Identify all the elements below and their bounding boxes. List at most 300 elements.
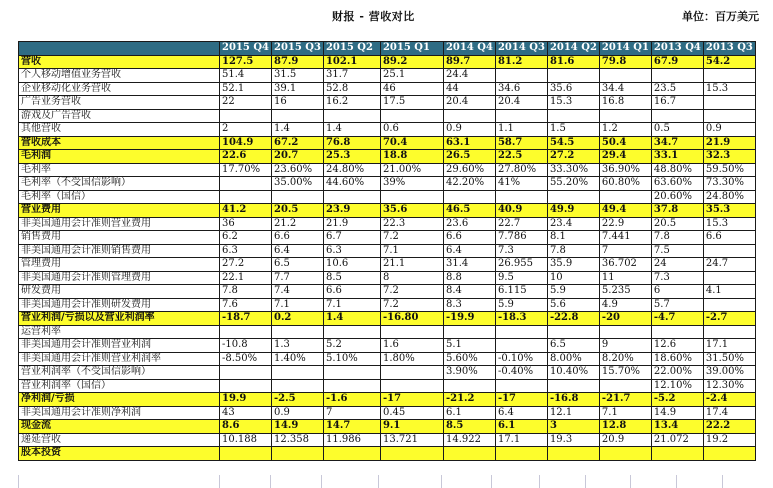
value-cell[interactable]: 9.1	[380, 420, 443, 434]
value-cell[interactable]: 1.80%	[380, 352, 443, 366]
value-cell[interactable]: 7.4	[271, 285, 323, 299]
row-label-cell[interactable]: 净利润/亏损	[19, 393, 220, 407]
value-cell[interactable]: 3.90%	[443, 366, 495, 380]
value-cell[interactable]: 12.358	[271, 433, 323, 447]
value-cell[interactable]: 26.955	[495, 258, 547, 272]
value-cell[interactable]: 35.9	[547, 258, 599, 272]
value-cell[interactable]: -5.2	[651, 393, 703, 407]
value-cell[interactable]: 27.80%	[495, 163, 547, 177]
value-cell[interactable]	[380, 109, 443, 123]
value-cell[interactable]: 10	[547, 271, 599, 285]
value-cell[interactable]	[271, 366, 323, 380]
value-cell[interactable]: 14.922	[443, 433, 495, 447]
value-cell[interactable]: 1.4	[271, 123, 323, 137]
value-cell[interactable]: 1.5	[547, 123, 599, 137]
value-cell[interactable]: 46.5	[443, 204, 495, 218]
value-cell[interactable]: 70.4	[380, 136, 443, 150]
row-label-cell[interactable]: 营收	[19, 55, 220, 69]
value-cell[interactable]: 58.7	[495, 136, 547, 150]
value-cell[interactable]: -2.5	[271, 393, 323, 407]
value-cell[interactable]: 21.072	[651, 433, 703, 447]
value-cell[interactable]: 5.235	[599, 285, 651, 299]
value-cell[interactable]: -17	[495, 393, 547, 407]
row-label-cell[interactable]: 研发费用	[19, 285, 220, 299]
value-cell[interactable]: 41%	[495, 177, 547, 191]
value-cell[interactable]: 37.8	[651, 204, 703, 218]
value-cell[interactable]: 67.2	[271, 136, 323, 150]
value-cell[interactable]	[599, 447, 651, 461]
value-cell[interactable]: 15.3	[547, 96, 599, 110]
value-cell[interactable]: 81.2	[495, 55, 547, 69]
value-cell[interactable]	[495, 447, 547, 461]
value-cell[interactable]: 41.2	[220, 204, 272, 218]
value-cell[interactable]: 20.7	[271, 150, 323, 164]
value-cell[interactable]: 31.5	[271, 69, 323, 83]
value-cell[interactable]: 20.5	[651, 217, 703, 231]
value-cell[interactable]	[220, 325, 272, 339]
value-cell[interactable]: 24	[651, 258, 703, 272]
value-cell[interactable]: 21.2	[271, 217, 323, 231]
value-cell[interactable]: 5.6	[547, 298, 599, 312]
header-cell-label[interactable]	[19, 42, 220, 56]
value-cell[interactable]: 15.3	[703, 217, 755, 231]
value-cell[interactable]: 25.3	[323, 150, 380, 164]
value-cell[interactable]	[323, 447, 380, 461]
row-label-cell[interactable]: 毛利率（国信）	[19, 190, 220, 204]
value-cell[interactable]	[220, 177, 272, 191]
value-cell[interactable]: 63.60%	[651, 177, 703, 191]
row-label-cell[interactable]: 毛利润	[19, 150, 220, 164]
value-cell[interactable]: -2.7	[703, 312, 755, 326]
value-cell[interactable]: 59.50%	[703, 163, 755, 177]
row-label-cell[interactable]: 现金流	[19, 420, 220, 434]
value-cell[interactable]: 6.5	[547, 339, 599, 353]
value-cell[interactable]: 8.5	[443, 420, 495, 434]
value-cell[interactable]: 102.1	[323, 55, 380, 69]
value-cell[interactable]: 51.4	[220, 69, 272, 83]
value-cell[interactable]: 6.4	[271, 244, 323, 258]
value-cell[interactable]: 4.9	[599, 298, 651, 312]
value-cell[interactable]: -17	[380, 393, 443, 407]
value-cell[interactable]: -10.8	[220, 339, 272, 353]
row-label-cell[interactable]: 营收成本	[19, 136, 220, 150]
value-cell[interactable]: 8.1	[547, 231, 599, 245]
row-label-cell[interactable]: 非美国通用会计准则销售费用	[19, 244, 220, 258]
value-cell[interactable]	[703, 96, 755, 110]
value-cell[interactable]: 73.30%	[703, 177, 755, 191]
value-cell[interactable]	[443, 190, 495, 204]
value-cell[interactable]: 5.9	[495, 298, 547, 312]
value-cell[interactable]: 5.60%	[443, 352, 495, 366]
value-cell[interactable]: 17.1	[495, 433, 547, 447]
value-cell[interactable]: 87.9	[271, 55, 323, 69]
row-label-cell[interactable]: 管理费用	[19, 258, 220, 272]
value-cell[interactable]	[271, 325, 323, 339]
value-cell[interactable]: -18.3	[495, 312, 547, 326]
value-cell[interactable]: -2.4	[703, 393, 755, 407]
value-cell[interactable]	[495, 339, 547, 353]
value-cell[interactable]	[651, 325, 703, 339]
value-cell[interactable]: -18.7	[220, 312, 272, 326]
row-label-cell[interactable]: 游戏及广告营收	[19, 109, 220, 123]
row-label-cell[interactable]: 企业移动化业务营收	[19, 82, 220, 96]
value-cell[interactable]: 6	[651, 285, 703, 299]
value-cell[interactable]: 22.6	[220, 150, 272, 164]
value-cell[interactable]: 54.2	[703, 55, 755, 69]
value-cell[interactable]: -20	[599, 312, 651, 326]
value-cell[interactable]: 21.9	[703, 136, 755, 150]
value-cell[interactable]: 6.1	[443, 406, 495, 420]
value-cell[interactable]: 49.4	[599, 204, 651, 218]
value-cell[interactable]: 52.1	[220, 82, 272, 96]
value-cell[interactable]	[323, 325, 380, 339]
value-cell[interactable]: 46	[380, 82, 443, 96]
value-cell[interactable]	[495, 379, 547, 393]
value-cell[interactable]	[547, 69, 599, 83]
value-cell[interactable]: 1.6	[380, 339, 443, 353]
value-cell[interactable]: 14.7	[323, 420, 380, 434]
value-cell[interactable]: 10.6	[323, 258, 380, 272]
value-cell[interactable]	[220, 379, 272, 393]
value-cell[interactable]: 89.7	[443, 55, 495, 69]
value-cell[interactable]	[220, 109, 272, 123]
row-label-cell[interactable]: 营业利润率（国信）	[19, 379, 220, 393]
value-cell[interactable]	[380, 325, 443, 339]
value-cell[interactable]: 32.3	[703, 150, 755, 164]
value-cell[interactable]	[495, 109, 547, 123]
value-cell[interactable]: 21.1	[380, 258, 443, 272]
value-cell[interactable]: 16	[271, 96, 323, 110]
row-label-cell[interactable]: 营业利润率（不受国信影响）	[19, 366, 220, 380]
value-cell[interactable]	[380, 379, 443, 393]
value-cell[interactable]: 20.60%	[651, 190, 703, 204]
row-label-cell[interactable]: 毛利率	[19, 163, 220, 177]
value-cell[interactable]: 31.4	[443, 258, 495, 272]
value-cell[interactable]: 1.2	[599, 123, 651, 137]
row-label-cell[interactable]: 营业费用	[19, 204, 220, 218]
value-cell[interactable]	[547, 325, 599, 339]
row-label-cell[interactable]: 股本投资	[19, 447, 220, 461]
value-cell[interactable]: -8.50%	[220, 352, 272, 366]
value-cell[interactable]: 16.7	[651, 96, 703, 110]
value-cell[interactable]: 7.6	[220, 298, 272, 312]
value-cell[interactable]: 33.30%	[547, 163, 599, 177]
value-cell[interactable]	[651, 69, 703, 83]
value-cell[interactable]: 26.5	[443, 150, 495, 164]
value-cell[interactable]: 25.1	[380, 69, 443, 83]
value-cell[interactable]	[271, 190, 323, 204]
value-cell[interactable]: 48.80%	[651, 163, 703, 177]
value-cell[interactable]: 31.7	[323, 69, 380, 83]
value-cell[interactable]: 13.4	[651, 420, 703, 434]
value-cell[interactable]: 24.7	[703, 258, 755, 272]
value-cell[interactable]: -19.9	[443, 312, 495, 326]
value-cell[interactable]: 2	[220, 123, 272, 137]
value-cell[interactable]: 0.9	[443, 123, 495, 137]
value-cell[interactable]: 39%	[380, 177, 443, 191]
value-cell[interactable]	[443, 325, 495, 339]
value-cell[interactable]: 7.3	[495, 244, 547, 258]
row-label-cell[interactable]: 运营利率	[19, 325, 220, 339]
value-cell[interactable]: 12.8	[599, 420, 651, 434]
value-cell[interactable]	[380, 447, 443, 461]
value-cell[interactable]: 7.8	[651, 231, 703, 245]
value-cell[interactable]	[703, 325, 755, 339]
value-cell[interactable]	[323, 190, 380, 204]
value-cell[interactable]: 12.6	[651, 339, 703, 353]
value-cell[interactable]: 16.8	[599, 96, 651, 110]
value-cell[interactable]: 7.1	[380, 244, 443, 258]
value-cell[interactable]: 22.2	[703, 420, 755, 434]
value-cell[interactable]: 22.7	[495, 217, 547, 231]
value-cell[interactable]	[443, 109, 495, 123]
value-cell[interactable]: 1.4	[323, 123, 380, 137]
value-cell[interactable]: 14.9	[651, 406, 703, 420]
value-cell[interactable]: -21.7	[599, 393, 651, 407]
value-cell[interactable]: 104.9	[220, 136, 272, 150]
value-cell[interactable]: 44.60%	[323, 177, 380, 191]
value-cell[interactable]: 6.4	[443, 244, 495, 258]
value-cell[interactable]: 24.4	[443, 69, 495, 83]
value-cell[interactable]: 13.721	[380, 433, 443, 447]
row-label-cell[interactable]: 非美国通用会计准则研发费用	[19, 298, 220, 312]
value-cell[interactable]: 17.5	[380, 96, 443, 110]
row-label-cell[interactable]: 广告业务营收	[19, 96, 220, 110]
value-cell[interactable]: -4.7	[651, 312, 703, 326]
header-cell-period[interactable]: 2014 Q4	[443, 42, 495, 56]
value-cell[interactable]: 20.4	[443, 96, 495, 110]
value-cell[interactable]: 7.1	[599, 406, 651, 420]
value-cell[interactable]: 7.1	[271, 298, 323, 312]
value-cell[interactable]	[703, 69, 755, 83]
value-cell[interactable]: 23.5	[651, 82, 703, 96]
value-cell[interactable]: 8	[380, 271, 443, 285]
value-cell[interactable]: 10.40%	[547, 366, 599, 380]
header-cell-period[interactable]: 2014 Q1	[599, 42, 651, 56]
value-cell[interactable]: 3	[547, 420, 599, 434]
row-label-cell[interactable]: 毛利率（不受国信影响）	[19, 177, 220, 191]
value-cell[interactable]	[703, 244, 755, 258]
value-cell[interactable]: 20.4	[495, 96, 547, 110]
value-cell[interactable]	[599, 190, 651, 204]
value-cell[interactable]: 19.9	[220, 393, 272, 407]
value-cell[interactable]: 6.5	[271, 258, 323, 272]
row-label-cell[interactable]: 非美国通用会计准则净利润	[19, 406, 220, 420]
value-cell[interactable]: 5.1	[443, 339, 495, 353]
value-cell[interactable]: 11.986	[323, 433, 380, 447]
value-cell[interactable]: 9.5	[495, 271, 547, 285]
value-cell[interactable]: -1.6	[323, 393, 380, 407]
value-cell[interactable]	[495, 69, 547, 83]
value-cell[interactable]: 17.4	[703, 406, 755, 420]
row-label-cell[interactable]: 递延营收	[19, 433, 220, 447]
value-cell[interactable]: 42.20%	[443, 177, 495, 191]
value-cell[interactable]: 35.6	[380, 204, 443, 218]
value-cell[interactable]: 55.20%	[547, 177, 599, 191]
value-cell[interactable]: 7.5	[651, 244, 703, 258]
value-cell[interactable]: 8.6	[220, 420, 272, 434]
value-cell[interactable]: 1.40%	[271, 352, 323, 366]
value-cell[interactable]: 34.4	[599, 82, 651, 96]
value-cell[interactable]: 16.2	[323, 96, 380, 110]
value-cell[interactable]: 20.5	[271, 204, 323, 218]
value-cell[interactable]: 5.10%	[323, 352, 380, 366]
header-cell-period[interactable]: 2014 Q3	[495, 42, 547, 56]
value-cell[interactable]: 6.6	[323, 285, 380, 299]
value-cell[interactable]: 4.1	[703, 285, 755, 299]
row-label-cell[interactable]: 销售费用	[19, 231, 220, 245]
header-cell-period[interactable]: 2015 Q3	[271, 42, 323, 56]
value-cell[interactable]: 36.90%	[599, 163, 651, 177]
header-cell-period[interactable]: 2013 Q4	[651, 42, 703, 56]
value-cell[interactable]: 36.702	[599, 258, 651, 272]
value-cell[interactable]: 49.9	[547, 204, 599, 218]
value-cell[interactable]: 0.5	[651, 123, 703, 137]
value-cell[interactable]	[271, 109, 323, 123]
value-cell[interactable]: -21.2	[443, 393, 495, 407]
value-cell[interactable]: 27.2	[220, 258, 272, 272]
value-cell[interactable]	[495, 325, 547, 339]
value-cell[interactable]: 23.60%	[271, 163, 323, 177]
value-cell[interactable]: 7.2	[380, 285, 443, 299]
value-cell[interactable]: 9	[599, 339, 651, 353]
value-cell[interactable]: 7.8	[220, 285, 272, 299]
value-cell[interactable]: 11	[599, 271, 651, 285]
value-cell[interactable]: 7	[323, 406, 380, 420]
value-cell[interactable]	[380, 190, 443, 204]
value-cell[interactable]: 52.8	[323, 82, 380, 96]
value-cell[interactable]: 7.2	[380, 231, 443, 245]
value-cell[interactable]: 8.5	[323, 271, 380, 285]
value-cell[interactable]: 17.1	[703, 339, 755, 353]
value-cell[interactable]: 18.60%	[651, 352, 703, 366]
value-cell[interactable]	[220, 366, 272, 380]
value-cell[interactable]: 5.9	[547, 285, 599, 299]
value-cell[interactable]: 6.7	[323, 231, 380, 245]
value-cell[interactable]: 7.8	[547, 244, 599, 258]
value-cell[interactable]: 76.8	[323, 136, 380, 150]
value-cell[interactable]	[443, 447, 495, 461]
value-cell[interactable]: 1.4	[323, 312, 380, 326]
value-cell[interactable]: 8.20%	[599, 352, 651, 366]
value-cell[interactable]	[323, 366, 380, 380]
value-cell[interactable]: 5.7	[651, 298, 703, 312]
value-cell[interactable]	[323, 379, 380, 393]
value-cell[interactable]	[547, 447, 599, 461]
header-cell-period[interactable]: 2015 Q2	[323, 42, 380, 56]
row-label-cell[interactable]: 非美国通用会计准则管理费用	[19, 271, 220, 285]
value-cell[interactable]	[380, 366, 443, 380]
value-cell[interactable]	[271, 379, 323, 393]
value-cell[interactable]	[547, 190, 599, 204]
value-cell[interactable]: 22	[220, 96, 272, 110]
header-cell-period[interactable]: 2013 Q3	[703, 42, 755, 56]
value-cell[interactable]: 19.3	[547, 433, 599, 447]
value-cell[interactable]: 10.188	[220, 433, 272, 447]
value-cell[interactable]: 22.5	[495, 150, 547, 164]
value-cell[interactable]: 27.2	[547, 150, 599, 164]
value-cell[interactable]: 12.30%	[703, 379, 755, 393]
value-cell[interactable]: 29.60%	[443, 163, 495, 177]
value-cell[interactable]: 12.10%	[651, 379, 703, 393]
value-cell[interactable]	[323, 109, 380, 123]
value-cell[interactable]: 0.6	[380, 123, 443, 137]
value-cell[interactable]: 33.1	[651, 150, 703, 164]
value-cell[interactable]: 21.9	[323, 217, 380, 231]
value-cell[interactable]: 39.00%	[703, 366, 755, 380]
value-cell[interactable]: 22.1	[220, 271, 272, 285]
value-cell[interactable]	[547, 109, 599, 123]
value-cell[interactable]	[495, 190, 547, 204]
value-cell[interactable]: 23.4	[547, 217, 599, 231]
value-cell[interactable]: 35.3	[703, 204, 755, 218]
value-cell[interactable]: 22.9	[599, 217, 651, 231]
value-cell[interactable]	[703, 447, 755, 461]
value-cell[interactable]: 31.50%	[703, 352, 755, 366]
value-cell[interactable]	[703, 109, 755, 123]
value-cell[interactable]: 12.1	[547, 406, 599, 420]
value-cell[interactable]	[599, 69, 651, 83]
value-cell[interactable]: 29.4	[599, 150, 651, 164]
value-cell[interactable]: 22.3	[380, 217, 443, 231]
value-cell[interactable]: 6.6	[703, 231, 755, 245]
value-cell[interactable]: 24.80%	[323, 163, 380, 177]
value-cell[interactable]: 8.3	[443, 298, 495, 312]
row-label-cell[interactable]: 非美国通用会计准则营业费用	[19, 217, 220, 231]
value-cell[interactable]: 127.5	[220, 55, 272, 69]
value-cell[interactable]: 89.2	[380, 55, 443, 69]
value-cell[interactable]: -0.10%	[495, 352, 547, 366]
value-cell[interactable]: 0.2	[271, 312, 323, 326]
value-cell[interactable]	[599, 109, 651, 123]
value-cell[interactable]: 14.9	[271, 420, 323, 434]
value-cell[interactable]: 35.00%	[271, 177, 323, 191]
value-cell[interactable]: 81.6	[547, 55, 599, 69]
value-cell[interactable]: -16.8	[547, 393, 599, 407]
value-cell[interactable]: 7.2	[380, 298, 443, 312]
value-cell[interactable]: 6.115	[495, 285, 547, 299]
value-cell[interactable]: 6.6	[443, 231, 495, 245]
row-label-cell[interactable]: 其他营收	[19, 123, 220, 137]
value-cell[interactable]: 1.3	[271, 339, 323, 353]
header-cell-period[interactable]: 2015 Q1	[380, 42, 443, 56]
value-cell[interactable]	[271, 447, 323, 461]
value-cell[interactable]: 36	[220, 217, 272, 231]
value-cell[interactable]: 54.5	[547, 136, 599, 150]
value-cell[interactable]: 6.3	[323, 244, 380, 258]
value-cell[interactable]: 15.70%	[599, 366, 651, 380]
value-cell[interactable]: 0.45	[380, 406, 443, 420]
value-cell[interactable]	[599, 325, 651, 339]
value-cell[interactable]: 60.80%	[599, 177, 651, 191]
value-cell[interactable]: 43	[220, 406, 272, 420]
value-cell[interactable]: 8.8	[443, 271, 495, 285]
value-cell[interactable]: 7	[599, 244, 651, 258]
value-cell[interactable]	[599, 379, 651, 393]
value-cell[interactable]	[703, 271, 755, 285]
value-cell[interactable]: 7.441	[599, 231, 651, 245]
value-cell[interactable]: 7.3	[651, 271, 703, 285]
value-cell[interactable]: 17.70%	[220, 163, 272, 177]
value-cell[interactable]: 34.7	[651, 136, 703, 150]
value-cell[interactable]: 20.9	[599, 433, 651, 447]
value-cell[interactable]: 19.2	[703, 433, 755, 447]
value-cell[interactable]: 15.3	[703, 82, 755, 96]
value-cell[interactable]: 24.80%	[703, 190, 755, 204]
value-cell[interactable]	[220, 447, 272, 461]
value-cell[interactable]: 79.8	[599, 55, 651, 69]
value-cell[interactable]	[220, 190, 272, 204]
